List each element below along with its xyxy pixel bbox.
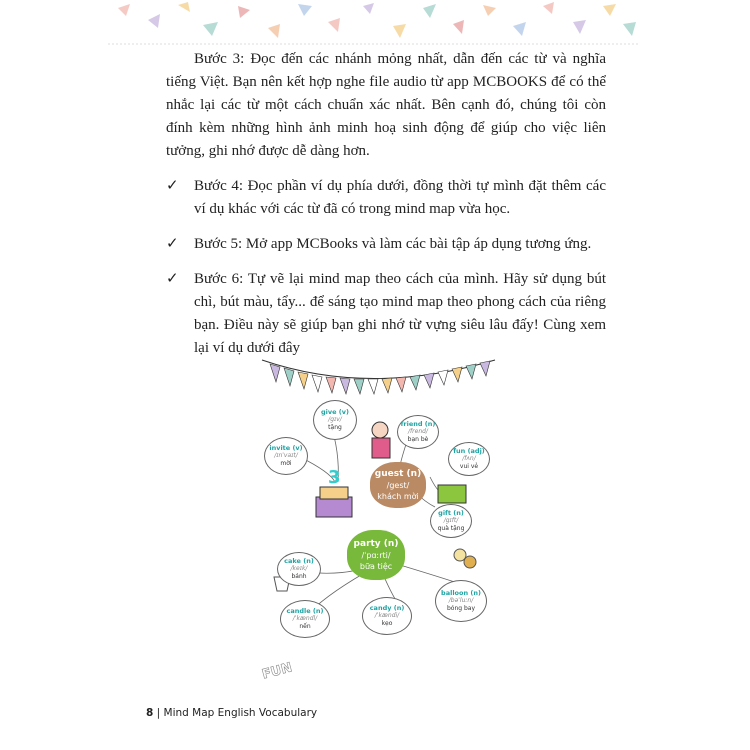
fun-doodle: FUN [260,660,294,683]
page-number: 8 [146,707,154,719]
node-meaning: bữa tiệc [359,561,393,571]
node-fun [448,442,490,476]
node-word: balloon (n) [441,589,481,597]
step-text: Bước 6: Tự vẽ lại mind map theo cách của mình. Hãy sử dụng bút chì, bút màu, tẩy... để sáng tạo mind map theo phong cách của riêng bạn. Điều này sẽ giúp bạn ghi nhớ từ vựng siêu lâu đấy! Cùng xem lại ví dụ dưới đây [194,271,606,356]
cake-number: 3 [328,467,341,488]
node-give [313,400,357,440]
node-word: cake (n) [284,557,314,565]
central-node-guest [370,462,426,508]
node-ipa: /frend/ [408,428,428,435]
step-text: Bước 4: Đọc phần ví dụ phía dưới, đồng thời tự mình đặt thêm các ví dụ khác với các từ đã có trong mind map vừa học. [194,178,606,217]
node-meaning: kẹo [381,620,393,627]
node-word: candy (n) [369,604,405,612]
step-5-item [166,233,606,256]
node-word: gift (n) [438,509,464,517]
node-word: guest (n) [374,468,422,479]
node-meaning: bạn bè [407,436,429,443]
node-ipa: /gɪv/ [328,416,342,423]
step-4-item [166,175,606,221]
checkmark-icon: ✓ [166,178,179,194]
node-gift [430,504,472,538]
node-meaning: vui vẻ [459,463,479,470]
node-word: candle (n) [286,607,324,615]
node-word: invite (v) [269,444,303,452]
text-column [166,48,606,372]
node-word: friend (n) [400,420,436,428]
checkmark-icon: ✓ [166,236,179,252]
node-word: party (n) [353,538,399,549]
node-ipa: /gɪft/ [443,517,459,524]
node-invite [264,437,308,475]
footer-separator: | [156,707,161,719]
node-ipa: /ˈkændi/ [374,612,400,619]
page-footer [146,707,317,719]
step-3-paragraph: Bước 3: Đọc đến các nhánh mỏng nhất, dẫn đến các từ và nghĩa tiếng Việt. Bạn nên kết hợp nghe file audio từ app MCBOOKS để có thể nhắc lại các từ một cách chuẩn xác nhất. Bên cạnh đó, chúng tôi còn đính kèm những hình ảnh minh hoạ sinh động để giúp cho việc liên tưởng, ghi nhớ được dễ dàng hơn. [166,51,606,159]
node-word: give (v) [321,408,349,416]
step-6-item [166,268,606,360]
node-meaning: quà tặng [437,525,465,532]
node-ipa: /fʌn/ [462,455,476,462]
confetti-decoration [108,0,640,46]
mind-map-illustration [250,352,510,697]
node-ipa: /ɪnˈvaɪt/ [274,452,298,459]
node-ipa: /ˈkændl/ [292,615,318,622]
checkmark-icon: ✓ [166,271,179,287]
node-candy [362,597,412,635]
node-word: fun (adj) [453,447,485,455]
node-meaning: bóng bay [446,605,476,612]
step-text: Bước 5: Mở app MCBooks và làm các bài tập áp dụng tương ứng. [194,236,592,252]
node-meaning: tặng [328,424,342,431]
node-ipa: /gest/ [386,480,410,490]
node-cake [277,552,321,586]
node-balloon [435,580,487,622]
node-ipa: /keɪk/ [290,565,308,572]
node-candle [280,600,330,638]
node-meaning: nến [299,623,311,630]
node-meaning: khách mời [377,491,419,501]
node-ipa: /bəˈluːn/ [448,597,474,604]
node-meaning: bánh [291,573,307,580]
node-meaning: mời [280,460,292,467]
central-node-party [347,530,405,580]
book-title: Mind Map English Vocabulary [163,707,318,719]
node-ipa: /ˈpɑːrti/ [361,550,391,560]
node-friend [397,415,439,449]
